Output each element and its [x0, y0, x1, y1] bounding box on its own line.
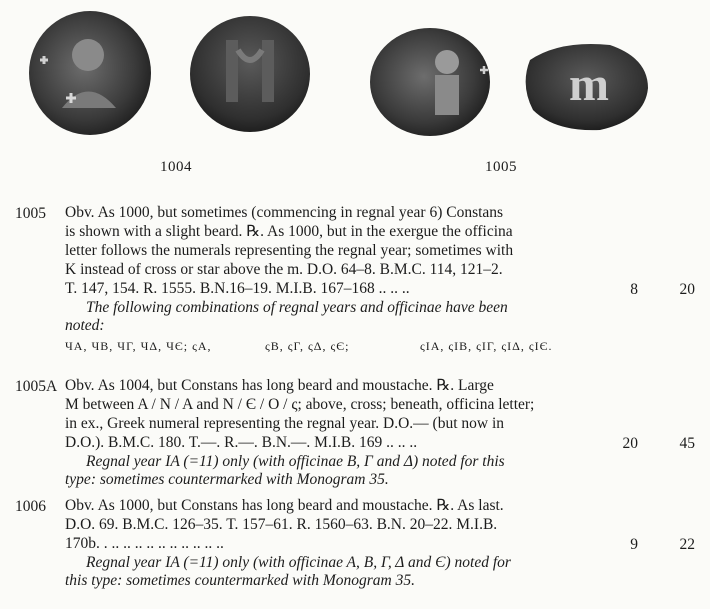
price-fine: 9: [630, 536, 638, 553]
caption-1005: 1005: [485, 159, 517, 175]
entry-note: type: sometimes countermarked with Monogram 35.: [65, 471, 389, 488]
entry-line: in ex., Greek numeral representing the regnal year. D.O.— (but now in: [65, 415, 505, 432]
entry-line: Obv. As 1000, but sometimes (commencing in regnal year 6) Constans: [65, 204, 504, 221]
coin-photographs: [0, 0, 710, 140]
coin-1004-reverse: [190, 16, 310, 132]
entry-number: 1005A: [15, 378, 58, 395]
price-vf: 22: [679, 536, 695, 553]
svg-text:m: m: [569, 58, 609, 111]
entry-note: The following combinations of regnal years and officinae have been: [86, 299, 508, 316]
entry-line: T. 147, 154. R. 1555. B.N.16–19. M.I.B. 167–168 .. .. ..: [65, 280, 410, 297]
entry-note: Regnal year IA (=11) only (with officinae A, B, Γ, Δ and Є) noted for: [86, 554, 511, 571]
caption-1004: 1004: [160, 159, 192, 175]
entry-line: D.O. 69. B.M.C. 126–35. T. 157–61. R. 1560–63. B.N. 20–22. M.I.B.: [65, 516, 498, 533]
entry-line: Obv. As 1004, but Constans has long beard and moustache. ℞. Large: [65, 377, 494, 394]
price-fine: 20: [622, 435, 638, 452]
combo-group: ЧA, ЧB, ЧΓ, ЧΔ, ЧЄ; ςA,: [65, 339, 212, 353]
entry-note: noted:: [65, 317, 105, 334]
combo-group: ςB, ςΓ, ςΔ, ςЄ;: [265, 339, 350, 353]
entry-line: is shown with a slight beard. ℞. As 1000, but in the exergue the officina: [65, 223, 513, 240]
entry-number: 1006: [15, 498, 46, 515]
coin-1005-obverse: [370, 28, 490, 136]
entry-line: letter follows the numerals representing the regnal year; sometimes with: [65, 242, 514, 259]
entry-note: Regnal year IA (=11) only (with officinae B, Γ and Δ) noted for this: [86, 453, 505, 470]
price-fine: 8: [630, 281, 638, 298]
price-vf: 20: [679, 281, 695, 298]
entry-line: 170b. . .. .. .. .. .. .. .. .. .. ..: [65, 535, 224, 552]
coin-1004-obverse: [29, 11, 151, 135]
combo-group: ςIA, ςIB, ςIΓ, ςIΔ, ςIЄ.: [420, 339, 553, 353]
entry-line: D.O.). B.M.C. 180. T.—. R.—. B.N.—. M.I.B. 169 .. .. ..: [65, 434, 418, 451]
entry-line: M between A / N / A and N / Є / O / ς; above, cross; beneath, officina letter;: [65, 396, 535, 413]
entry-note: this type: sometimes countermarked with Monogram 35.: [65, 572, 415, 589]
entry-number: 1005: [15, 205, 46, 222]
price-vf: 45: [679, 435, 695, 452]
coin-1005-reverse: [526, 44, 648, 130]
entry-line: Obv. As 1000, but Constans has long beard and moustache. ℞. As last.: [65, 497, 504, 514]
entry-line: K instead of cross or star above the m. D.O. 64–8. B.M.C. 114, 121–2.: [65, 261, 503, 278]
